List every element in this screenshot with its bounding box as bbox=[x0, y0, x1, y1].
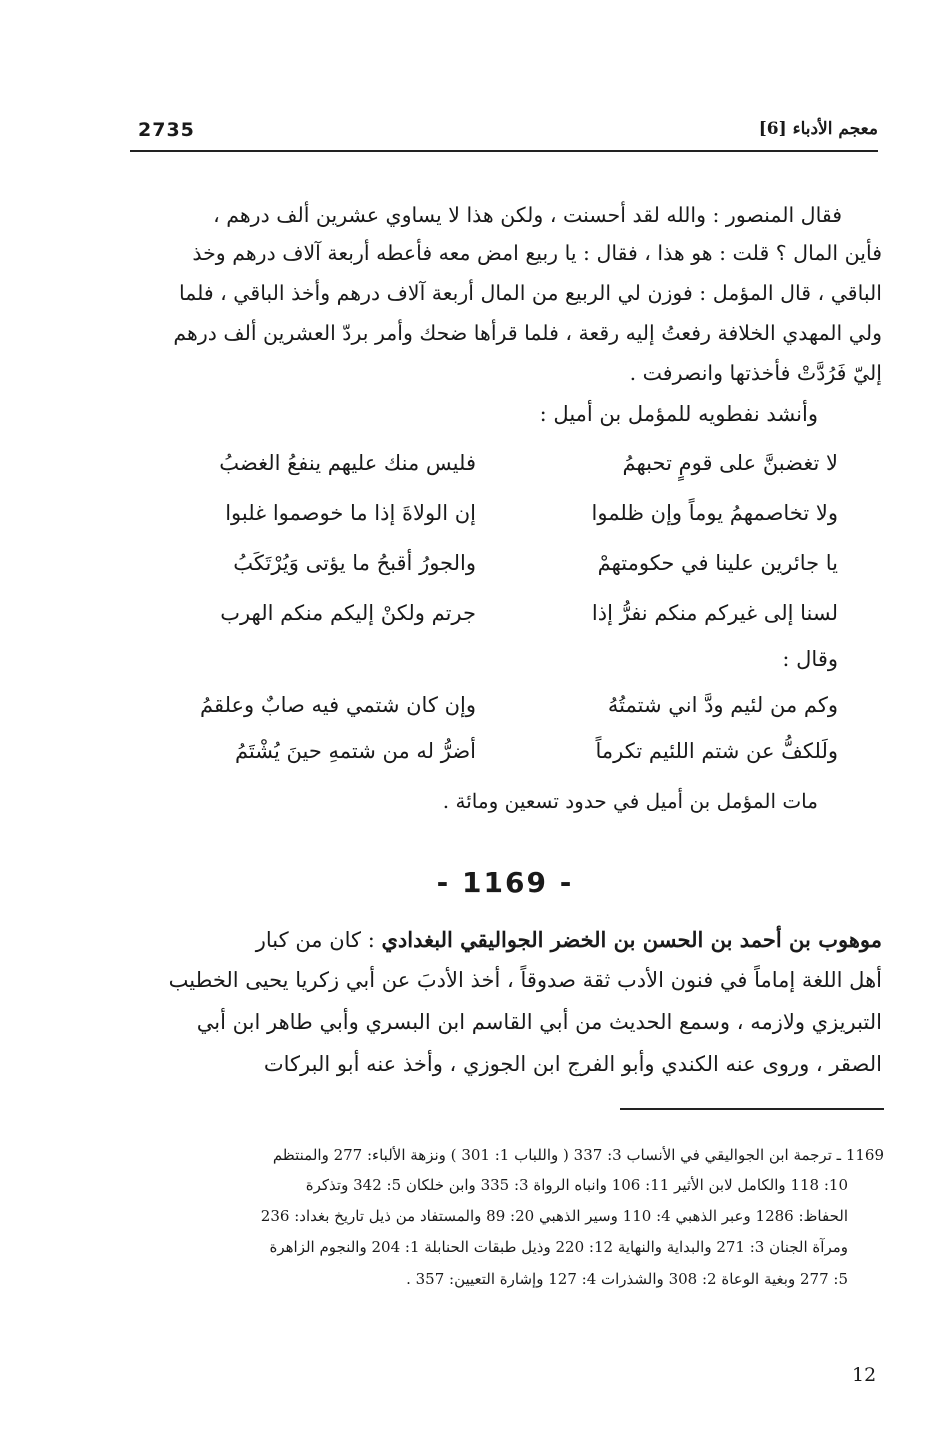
entry-line: أهل اللغة إماماً في فنون الأدب ثقة صدوقاً ، أخذ الأدبَ عن أبي زكريا يحيى الخطيب bbox=[168, 968, 882, 992]
book-title: معجم الأدباء [6] bbox=[758, 119, 878, 139]
poem-intro: وأنشد نفطويه للمؤمل بن أميل : bbox=[539, 402, 818, 426]
footnote-rule bbox=[620, 1108, 884, 1110]
prose-line: فأين المال ؟ قلت : هو هذا ، فقال : يا ربيع امض معه فأعطه أربعة آلاف درهم وخذ bbox=[192, 241, 882, 265]
footer-page-number: 12 bbox=[852, 1364, 877, 1386]
footnote-line: 10: 118 والكامل لابن الأثير 11: 106 وانباه الرواة 3: 335 وابن خلكان 5: 342 وتذكرة bbox=[305, 1176, 848, 1194]
verse-hemistich-first: وكم من لئيم ودَّ اني شتمتُهُ bbox=[607, 693, 838, 717]
entry-line-text: : كان من كبار bbox=[255, 928, 382, 952]
running-header bbox=[130, 117, 878, 147]
entry-subject-name: موهوب بن أحمد بن الحسن بن الخضر الجواليقي البغدادي bbox=[381, 927, 882, 952]
footnote-line: 1169 ـ ترجمة ابن الجواليقي في الأنساب 3: 337 ( واللباب 1: 301 ) ونزهة الألباء: 277 والمنتظم bbox=[272, 1146, 884, 1164]
prose-line: الباقي ، قال المؤمل : فوزن لي الربيع من المال أربعة آلاف درهم وأخذ الباقي ، فلما bbox=[178, 281, 882, 305]
entry-line bbox=[256, 929, 882, 951]
prose-line: فقال المنصور : والله لقد أحسنت ، ولكن هذا لا يساوي عشرين ألف درهم ، bbox=[213, 203, 842, 227]
footnote-line: ومرآة الجنان 3: 271 والبداية والنهاية 12: 220 وذيل طبقات الحنابلة 1: 204 والنجوم الزاهرة bbox=[269, 1238, 848, 1256]
verse-hemistich-second: وإن كان شتمي فيه صابٌ وعلقمُ bbox=[199, 693, 476, 717]
verse-hemistich-second: والجورُ أقبحُ ما يؤتى وَيُرْتَكَبُ bbox=[233, 551, 476, 575]
entry-number: - 1169 - bbox=[436, 866, 574, 899]
header-page-number: 2735 bbox=[138, 119, 195, 141]
verse-hemistich-first: ولا تخاصمهمُ يوماً وإن ظلموا bbox=[591, 501, 838, 525]
verse-hemistich-second: فليس منك عليهم ينفعُ الغضبُ bbox=[219, 451, 476, 475]
footnote-line: الحفاظ: 1286 وعبر الذهبي 4: 110 وسير الذهبي 20: 89 والمستفاد من ذيل تاريخ بغداد: 236 bbox=[260, 1207, 848, 1225]
verse-hemistich-first: ولَلكفُّ عن شتم اللئيم تكرماً bbox=[595, 739, 838, 763]
verse-hemistich-second: إن الولاةَ إذا ما خوصموا غلبوا bbox=[225, 501, 476, 525]
entry-line: التبريزي ولازمه ، وسمع الحديث من أبي القاسم ابن البسري وأبي طاهر ابن أبي bbox=[196, 1010, 882, 1034]
prose-line: ولي المهدي الخلافة رفعتُ إليه رقعة ، فلما قرأها ضحك وأمر بردّ العشرين ألف درهم bbox=[173, 321, 882, 345]
verse-hemistich-second: جرتم ولكنْ إليكم منكم الهرب bbox=[220, 601, 476, 625]
verse-hemistich-first: لسنا إلى غيركم منكم نفرُّ إذا bbox=[591, 601, 838, 625]
poem-intro-2: وقال : bbox=[782, 647, 838, 671]
entry-line: الصقر ، وروى عنه الكندي وأبو الفرج ابن الجوزي ، وأخذ عنه أبو البركات bbox=[263, 1052, 882, 1076]
verse-hemistich-first: يا جائرين علينا في حكومتهمْ bbox=[597, 551, 838, 575]
death-note: مات المؤمل بن أميل في حدود تسعين ومائة . bbox=[442, 789, 818, 813]
footnote-line: 5: 277 وبغية الوعاة 2: 308 والشذرات 4: 127 وإشارة التعيين: 357 . bbox=[406, 1270, 848, 1288]
verse-hemistich-second: أضرُّ له من شتمهِ حينَ يُشْتَمُ bbox=[234, 739, 476, 763]
verse-hemistich-first: لا تغضبنَّ على قومٍ تحبهمُ bbox=[622, 451, 838, 475]
header-rule bbox=[130, 150, 878, 152]
prose-line: إليّ فَرُدَّتْ فأخذتها وانصرفت . bbox=[629, 361, 882, 385]
